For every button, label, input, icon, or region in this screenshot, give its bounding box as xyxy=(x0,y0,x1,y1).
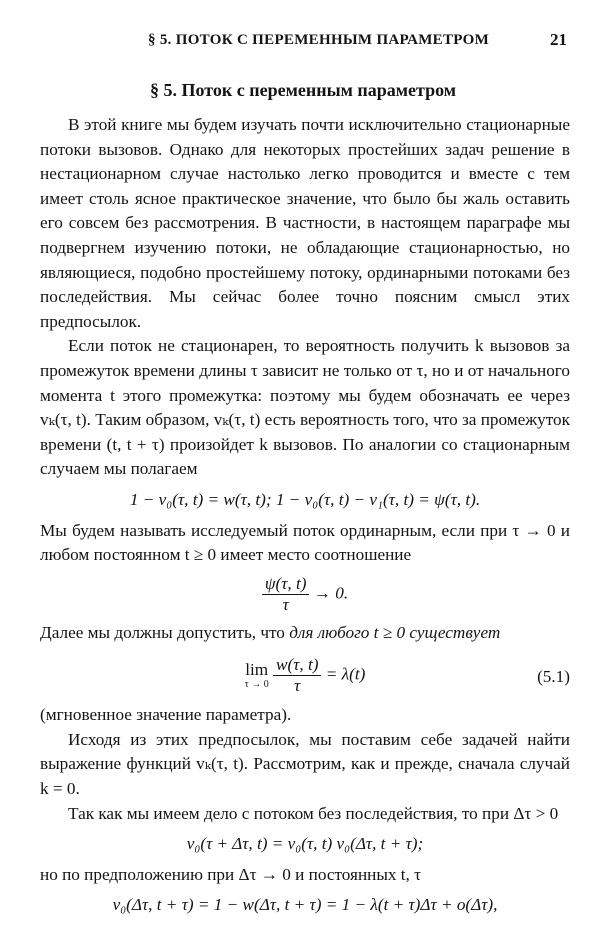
paragraph-further xyxy=(40,621,570,646)
paragraph-instant-value: (мгновенное значение параметра). xyxy=(40,705,292,725)
further-emphasis: для любого t ≥ 0 существует xyxy=(289,622,501,642)
section-title: § 5. Поток с переменным параметром xyxy=(149,80,457,100)
formula-lambda-definition xyxy=(40,655,570,696)
formula-psi-limit xyxy=(40,574,570,615)
limit-subscript: τ → 0 xyxy=(244,678,269,690)
fraction-numerator: ψ(τ, t) xyxy=(262,574,310,595)
equation-5-1 xyxy=(40,649,570,699)
running-title: § 5. ПОТОК С ПЕРЕМЕННЫМ ПАРАМЕТРОМ xyxy=(148,32,490,48)
fraction-denominator: τ xyxy=(282,594,289,614)
paragraph-assumption: но по предположению при Δτ → 0 и постоянных t, τ xyxy=(40,864,422,884)
formula-expansion: v₀(Δτ, t + τ) = 1 − w(Δτ, t + τ) = 1 − λ(t + τ)Δτ + o(Δτ), xyxy=(112,895,498,915)
fraction-w-over-tau xyxy=(273,655,321,696)
limit-word: lim xyxy=(245,659,269,679)
paragraph-nonstationary: Если поток не стационарен, то вероятность получить k вызовов за промежуток времени длины τ зависит не только от τ, но и от начального момента t этого промежутка: поэтому мы будем обозначать ее через vₖ(τ, t). Таким образом, vₖ(τ, t) есть вероятность того, что за промежуток времени (t, t + τ) произойдет k вызовов. По аналогии со стационарным случаем мы полагаем xyxy=(40,336,570,479)
paragraph-task: Исходя из этих предпосылок, мы поставим себе задачей найти выражение функций vₖ(τ, t). Рассмотрим, как и прежде, сначала случай k = 0. xyxy=(40,729,570,799)
page-body xyxy=(40,113,570,924)
limit-operator xyxy=(245,661,269,691)
formula-tail: → 0. xyxy=(309,583,349,603)
fraction-psi-over-tau xyxy=(262,574,310,615)
further-lead: Далее мы должны допустить, что xyxy=(40,622,290,642)
fraction-numerator: w(τ, t) xyxy=(273,655,321,676)
equation-number: (5.1) xyxy=(537,667,570,687)
paragraph-intro: В этой книге мы будем изучать почти исключительно стационарные потоки вызовов. Однако для некоторых простейших задач решение в нестационарном случае настолько легко проводится и вместе с тем имеет столь ясное практическое значение, что было бы жаль оставить его совсем без рассмотрения. В частности, в настоящем параграфе мы подвергнем изучению потоки, не обладающие стационарностью, но являющиеся, подобно простейшему потоку, ординарными потоками без последействия. Мы сейчас более точно поясним смысл этих предпосылок. xyxy=(40,115,570,331)
fraction-denominator: τ xyxy=(294,676,301,696)
paragraph-no-aftereffect: Так как мы имеем дело с потоком без последействия, то при Δτ > 0 xyxy=(68,803,559,823)
page-number: 21 xyxy=(550,30,567,49)
running-head xyxy=(0,30,606,54)
formula-w-psi: 1 − v₀(τ, t) = w(τ, t); 1 − v₀(τ, t) − v₁(τ, t) = ψ(τ, t). xyxy=(129,489,481,509)
formula-rhs: = λ(t) xyxy=(321,664,366,684)
paragraph-ordinary: Мы будем называть исследуемый поток ординарным, если при τ → 0 и любом постоянном t ≥ 0 имеет место соотношение xyxy=(40,520,570,565)
formula-product: v₀(τ + Δτ, t) = v₀(τ, t) v₀(Δτ, t + τ); xyxy=(186,834,424,854)
